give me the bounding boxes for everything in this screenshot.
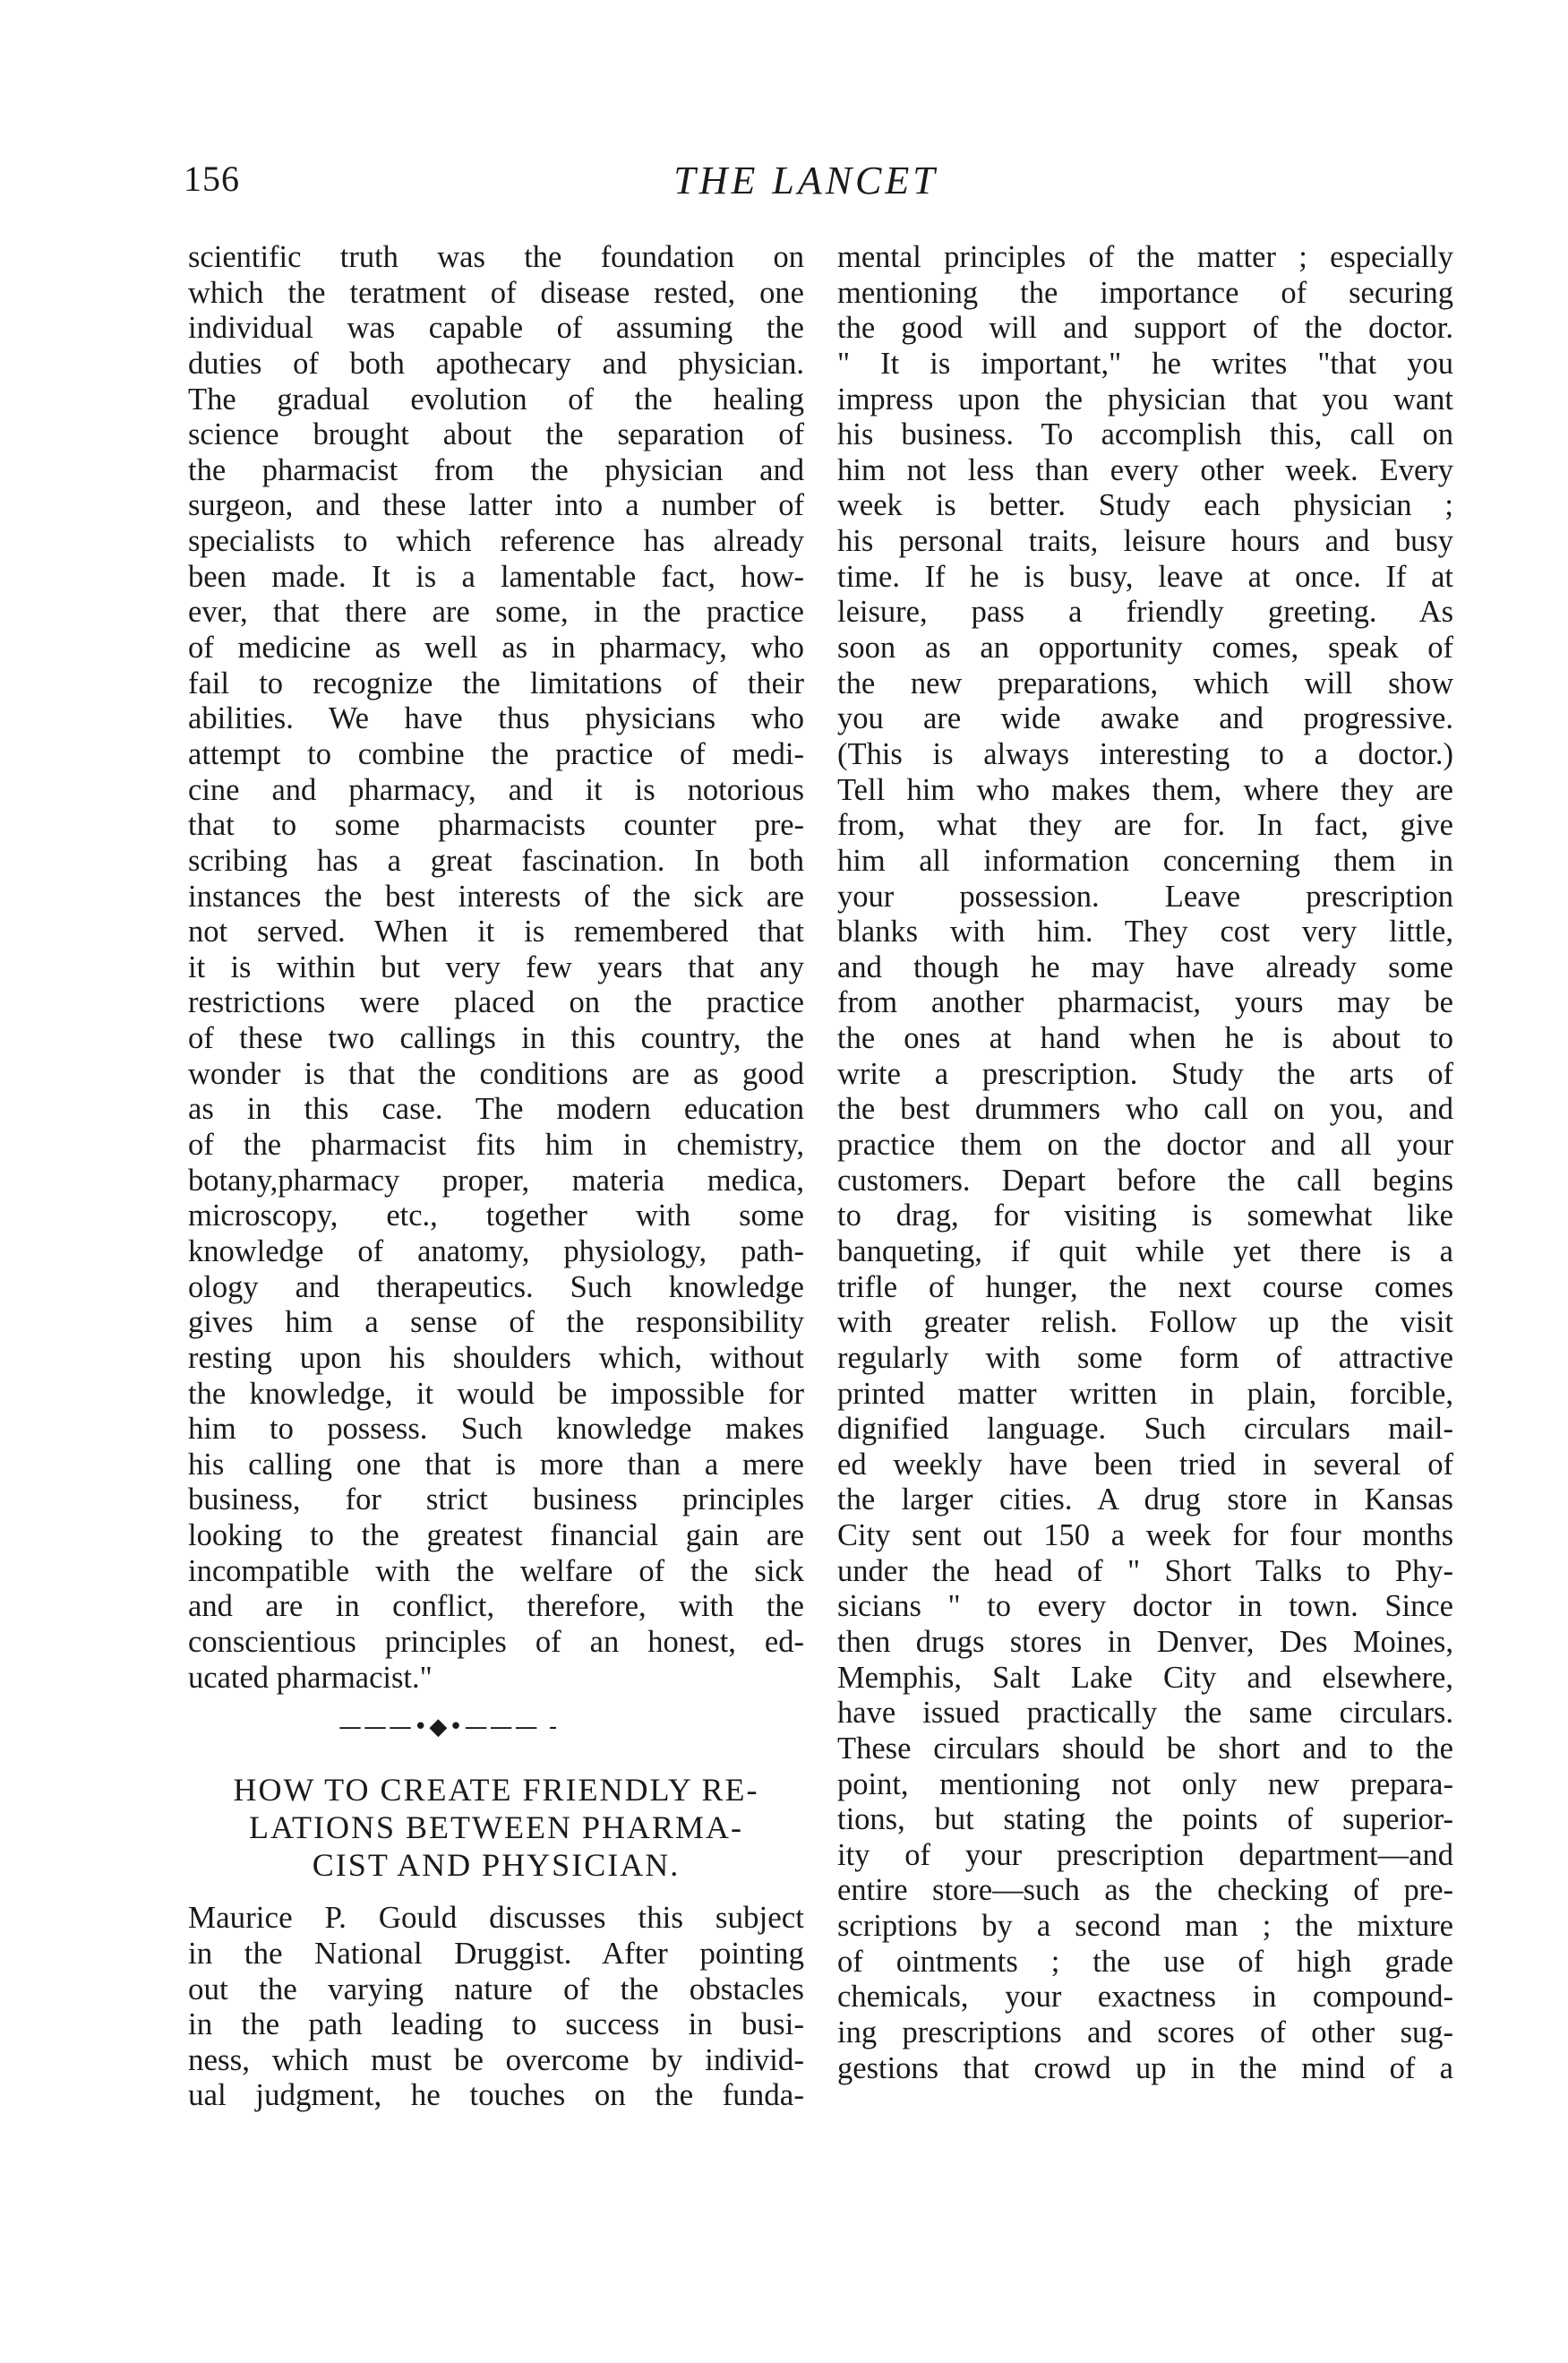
text-line: ual judgment, he touches on the funda- <box>188 2077 804 2113</box>
text-line: from another pharmacist, yours may be <box>837 985 1453 1020</box>
text-line: out the varying nature of the obstacles <box>188 1971 804 2006</box>
text-line: abilities. We have thus physicians who <box>188 701 804 736</box>
text-line: chemicals, your exactness in compound- <box>837 1980 1453 2015</box>
text-line: botany,pharmacy proper, materia medica, <box>188 1163 804 1198</box>
text-line: practice them on the doctor and all your <box>837 1128 1453 1163</box>
page-number: 156 <box>184 159 240 199</box>
text-line: ever, that there are some, in the practice <box>188 595 804 630</box>
text-line: the ones at hand when he is about to <box>837 1021 1453 1056</box>
text-line: the new preparations, which will show <box>837 666 1453 700</box>
text-line: week is better. Study each physician ; <box>837 488 1453 523</box>
text-line: and though he may have already some <box>837 949 1453 984</box>
text-line: surgeon, and these latter into a number of <box>188 488 804 523</box>
text-line: your possession. Leave prescription <box>837 879 1453 914</box>
text-line: blanks with him. They cost very little, <box>837 915 1453 949</box>
text-line: dignified language. Such circulars mail- <box>837 1412 1453 1447</box>
text-line: science brought about the separation of <box>188 417 804 452</box>
text-line: ity of your prescription department—and <box>837 1837 1453 1872</box>
running-title: THE LANCET <box>673 159 938 202</box>
text-line: banqueting, if quit while yet there is a <box>837 1233 1453 1268</box>
text-line: knowledge of anatomy, physiology, path- <box>188 1233 804 1268</box>
text-line: scribing has a great fascination. In both <box>188 843 804 878</box>
text-line: you are wide awake and progressive. <box>837 701 1453 736</box>
text-line: " It is important," he writes "that you <box>837 346 1453 381</box>
article-body <box>188 1900 804 2113</box>
text-line: individual was capable of assuming the <box>188 311 804 346</box>
left-column <box>188 240 804 2113</box>
text-line: gives him a sense of the responsibility <box>188 1305 804 1340</box>
text-line: in the path leading to success in busi- <box>188 2006 804 2042</box>
text-line: entire store—such as the checking of pre- <box>837 1873 1453 1908</box>
text-line: write a prescription. Study the arts of <box>837 1056 1453 1091</box>
text-line: and are in conflict, therefore, with the <box>188 1589 804 1624</box>
text-line: customers. Depart before the call begins <box>837 1163 1453 1198</box>
text-line: of ointments ; the use of high grade <box>837 1944 1453 1979</box>
text-line: his calling one that is more than a mere <box>188 1447 804 1482</box>
text-line: from, what they are for. In fact, give <box>837 808 1453 843</box>
text-line: tions, but stating the points of superior- <box>837 1802 1453 1837</box>
text-line: cine and pharmacy, and it is notorious <box>188 772 804 807</box>
text-line: to drag, for visiting is somewhat like <box>837 1199 1453 1233</box>
text-line: leisure, pass a friendly greeting. As <box>837 595 1453 630</box>
page-header <box>184 158 1428 211</box>
headline-line: LATIONS BETWEEN PHARMA- <box>249 1809 743 1846</box>
text-line: regularly with some form of attractive <box>837 1340 1453 1375</box>
text-line: mentioning the importance of securing <box>837 275 1453 310</box>
text-line: looking to the greatest financial gain are <box>188 1518 804 1553</box>
text-line: (This is always interesting to a doctor.) <box>837 736 1453 771</box>
text-line: him to possess. Such knowledge makes <box>188 1412 804 1447</box>
section-divider <box>188 1696 804 1766</box>
text-line: The gradual evolution of the healing <box>188 382 804 417</box>
text-line: the good will and support of the doctor. <box>837 311 1453 346</box>
text-line: impress upon the physician that you want <box>837 382 1453 417</box>
text-line: Tell him who makes them, where they are <box>837 772 1453 807</box>
text-line: City sent out 150 a week for four months <box>837 1518 1453 1553</box>
text-line: Maurice P. Gould discusses this subject <box>188 1900 804 1936</box>
text-line: ing prescriptions and scores of other sug- <box>837 2015 1453 2050</box>
text-line: which the teratment of disease rested, one <box>188 275 804 310</box>
divider-ornament: ———•◆•——— - <box>338 1714 560 1741</box>
text-line: microscopy, etc., together with some <box>188 1199 804 1233</box>
text-line: him not less than every other week. Every <box>837 452 1453 487</box>
text-line: that to some pharmacists counter pre- <box>188 808 804 843</box>
text-line: printed matter written in plain, forcible, <box>837 1376 1453 1411</box>
text-line: point, mentioning not only new prepara- <box>837 1766 1453 1801</box>
text-line: of the pharmacist fits him in chemistry, <box>188 1128 804 1163</box>
text-line: ness, which must be overcome by individ- <box>188 2041 804 2077</box>
text-line: mental principles of the matter ; especially <box>837 240 1453 274</box>
text-line: with greater relish. Follow up the visit <box>837 1305 1453 1340</box>
text-line: under the head of " Short Talks to Phy- <box>837 1553 1453 1588</box>
text-line: instances the best interests of the sick are <box>188 879 804 914</box>
text-line: it is within but very few years that any <box>188 949 804 984</box>
text-line: sicians " to every doctor in town. Since <box>837 1589 1453 1624</box>
headline-line: CIST AND PHYSICIAN. <box>312 1847 681 1884</box>
text-line: scriptions by a second man ; the mixture <box>837 1909 1453 1944</box>
text-line: specialists to which reference has already <box>188 524 804 559</box>
continued-article <box>188 240 804 1696</box>
article-headline <box>188 1771 804 1884</box>
text-line: him all information concerning them in <box>837 843 1453 878</box>
text-line: These circulars should be short and to the <box>837 1731 1453 1766</box>
text-line: then drugs stores in Denver, Des Moines, <box>837 1624 1453 1659</box>
text-line: soon as an opportunity comes, speak of <box>837 631 1453 666</box>
text-line: Memphis, Salt Lake City and elsewhere, <box>837 1660 1453 1695</box>
text-line: business, for strict business principles <box>188 1482 804 1517</box>
text-line: the best drummers who call on you, and <box>837 1092 1453 1127</box>
text-line: scientific truth was the foundation on <box>188 240 804 274</box>
text-line: the knowledge, it would be impossible for <box>188 1376 804 1411</box>
text-line: fail to recognize the limitations of their <box>188 666 804 700</box>
text-line: attempt to combine the practice of medi- <box>188 736 804 771</box>
text-line: time. If he is busy, leave at once. If at <box>837 559 1453 594</box>
right-column <box>837 240 1453 2086</box>
text-line: been made. It is a lamentable fact, how- <box>188 559 804 594</box>
text-line: gestions that crowd up in the mind of a <box>837 2050 1453 2085</box>
headline-line: HOW TO CREATE FRIENDLY RE- <box>233 1772 759 1809</box>
text-line: have issued practically the same circulars. <box>837 1696 1453 1731</box>
text-line: incompatible with the welfare of the sick <box>188 1553 804 1588</box>
text-line: trifle of hunger, the next course comes <box>837 1269 1453 1304</box>
text-line: ucated pharmacist." <box>188 1660 433 1695</box>
text-line: wonder is that the conditions are as good <box>188 1056 804 1091</box>
text-line: restrictions were placed on the practice <box>188 985 804 1020</box>
text-line: not served. When it is remembered that <box>188 915 804 949</box>
text-line: as in this case. The modern education <box>188 1092 804 1127</box>
text-line: resting upon his shoulders which, without <box>188 1340 804 1375</box>
text-line: the pharmacist from the physician and <box>188 452 804 487</box>
text-line: ed weekly have been tried in several of <box>837 1447 1453 1482</box>
text-line: duties of both apothecary and physician. <box>188 346 804 381</box>
text-line: the larger cities. A drug store in Kansas <box>837 1482 1453 1517</box>
text-line: conscientious principles of an honest, ed- <box>188 1624 804 1659</box>
text-line: of medicine as well as in pharmacy, who <box>188 631 804 666</box>
text-line: of these two callings in this country, the <box>188 1021 804 1056</box>
text-line: ology and therapeutics. Such knowledge <box>188 1269 804 1304</box>
text-line: his business. To accomplish this, call on <box>837 417 1453 452</box>
text-line: his personal traits, leisure hours and busy <box>837 524 1453 559</box>
text-line: in the National Druggist. After pointing <box>188 1935 804 1971</box>
